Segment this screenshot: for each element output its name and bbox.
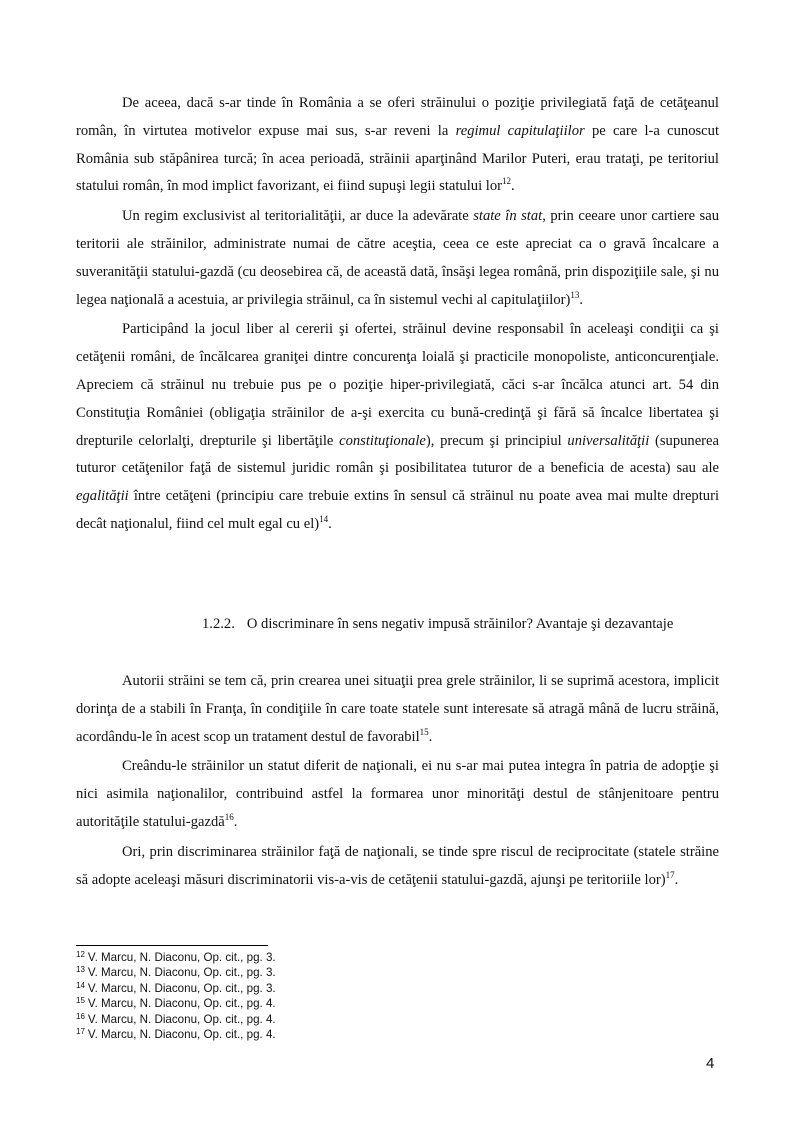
paragraph: Ori, prin discriminarea străinilor faţă de naţionali, se tinde spre riscul de reciprocitate (statele străine să adopte aceleaşi măsuri discriminatorii vis-a-vis de cetăţenii statului-gazdă, ajunşi pe teritoriile lor)$^{17}$. bbox=[76, 843, 719, 888]
footnote-ref: 12 bbox=[502, 176, 511, 187]
footnote: $^{16}$ V. Marcu, N. Diaconu, Op. cit., pg. 4. bbox=[76, 1011, 276, 1026]
emphasis: state în stat bbox=[473, 208, 543, 225]
emphasis: universalităţii bbox=[567, 432, 650, 449]
emphasis: egalităţii bbox=[76, 488, 129, 505]
footnote: $^{12}$ V. Marcu, N. Diaconu, Op. cit., pg. 3. bbox=[76, 950, 276, 964]
footnote-ref: 14 bbox=[319, 513, 329, 524]
footnote-divider bbox=[76, 945, 268, 946]
paragraph: Creându-le străinilor un statut diferit de naţionali, ei nu s-ar mai putea integra în patria de adopţie şi nici asimila naţionalilor, contribuind astfel la formarea unor minorităţi destul de stânjenitoare pentru autorităţile statului-gazdă$^{16}$. bbox=[76, 758, 719, 830]
footnote: $^{17}$ V. Marcu, N. Diaconu, Op. cit., pg. 4. bbox=[76, 1027, 276, 1042]
section-heading bbox=[202, 616, 673, 633]
footnote: $^{14}$ V. Marcu, N. Diaconu, Op. cit., pg. 3. bbox=[76, 980, 276, 995]
paragraph: Participând la jocul liber al cererii şi ofertei, străinul devine responsabil în aceleaşi condiţii ca şi cetăţenii români, de încălcarea graniţei dintre concurenţa loială şi practicile monopoliste, anticoncurenţiale. Apreciem că străinul nu trebuie pus pe o poziţie hiper-privilegiată, căci s-ar încălca atunci art. 54 din Constituţia României (obligaţia străinilor de a-şi exercita cu bună-credinţă şi fără să încalce libertatea şi drepturile celorlalţi, drepturile şi libertăţile constituţionale), precum şi principiul universalităţii (supunerea tuturor cetăţenilor faţă de sistemul juridic român şi posibilitatea tuturor de a beneficia de acesta) sau ale egalităţii între cetăţeni (principiu care trebuie extins în sensul că străinul nu poate avea mai multe drepturi decât naţionalul, fiind cel mult egal cu el)$^{14}$. bbox=[76, 321, 719, 532]
page-number: 4 bbox=[706, 1055, 715, 1072]
heading-title: O discriminare în sens negativ impusă străinilor? Avantaje şi dezavantaje bbox=[246, 616, 674, 632]
emphasis: regimul capitulaţiilor bbox=[455, 122, 585, 139]
footnote-ref: 13 bbox=[570, 289, 580, 300]
footnote-ref: 17 bbox=[665, 869, 675, 880]
paragraph: Un regim exclusivist al teritorialităţii, ar duce la adevărate state în stat, prin ceeare unor cartiere sau teritorii ale străinilor, administrate numai de către aceştia, ceea ce este apreciat ca o gravă încalcare a suveranităţii statului-gazdă (cu deosebirea că, de această dată, însăşi legea română, prin dispoziţiile sale, şi nu legea naţională a acestuia, ar privilegia străinul, ca în sistemul vechi al capitulaţiilor)$^{13}$. bbox=[76, 208, 720, 308]
footnote-ref: 15 bbox=[419, 726, 429, 737]
footnotes bbox=[76, 950, 276, 1042]
footnote: $^{13}$ V. Marcu, N. Diaconu, Op. cit., pg. 3. bbox=[76, 965, 276, 980]
footnote-ref: 16 bbox=[224, 811, 234, 822]
footnote: $^{15}$ V. Marcu, N. Diaconu, Op. cit., pg. 4. bbox=[76, 996, 276, 1011]
paragraph: De aceea, dacă s-ar tinde în România a se oferi străinului o poziţie privilegiată faţă de cetăţeanul român, în virtutea motivelor expuse mai sus, s-ar reveni la regimul capitulaţiilor pe care l-a cunoscut România sub stăpânirea turcă; în acea perioadă, străinii aparţinând Marilor Puteri, erau trataţi, pe teritoriul statului român, în mod implict favorizant, ei fiind supuşi legii statului lor$^{12}$. bbox=[76, 95, 719, 195]
body-section-1 bbox=[76, 90, 719, 541]
body-section-2 bbox=[76, 668, 719, 896]
emphasis: constituţionale bbox=[339, 432, 426, 449]
heading-number: 1.2.2. bbox=[202, 616, 235, 632]
paragraph: Autorii străini se tem că, prin crearea unei situaţii prea grele străinilor, li se suprimă acestora, implicit dorinţa de a stabili în Franţa, în condiţiile în care toate statele sunt interesate să atragă mână de lucru străină, acordându-le în acest scop un tratament destul de favorabil$^{15}$. bbox=[76, 673, 719, 745]
